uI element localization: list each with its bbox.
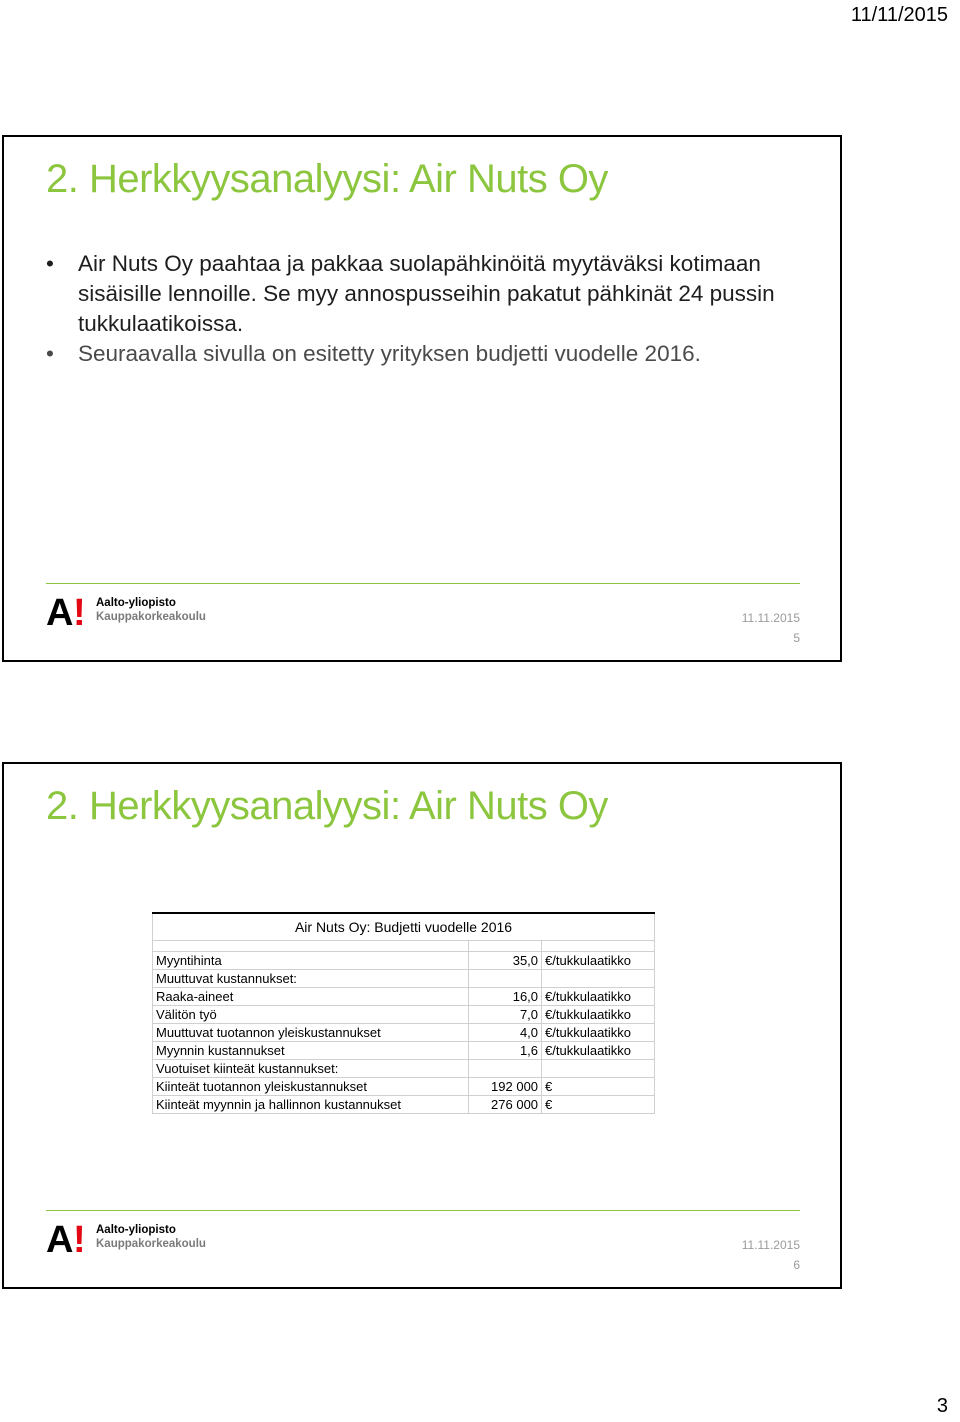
slide-date: 11.11.2015 bbox=[741, 1238, 800, 1252]
slide-date: 11.11.2015 bbox=[741, 611, 800, 625]
row-value: 192 000 bbox=[468, 1078, 541, 1096]
logo-exclamation-mark: ! bbox=[73, 1219, 86, 1261]
row-label: Kiinteät myynnin ja hallinnon kustannukset bbox=[153, 1096, 469, 1114]
row-label: Vuotuiset kiinteät kustannukset: bbox=[153, 1060, 469, 1078]
slide-number: 6 bbox=[793, 1258, 800, 1272]
slide-6 bbox=[2, 762, 842, 1289]
budget-table bbox=[152, 912, 655, 1114]
row-label: Kiinteät tuotannon yleiskustannukset bbox=[153, 1078, 469, 1096]
row-value: 4,0 bbox=[468, 1024, 541, 1042]
row-label: Myyntihinta bbox=[153, 952, 469, 970]
row-unit: € bbox=[542, 1078, 655, 1096]
row-unit bbox=[542, 1060, 655, 1078]
aalto-logo bbox=[46, 1219, 216, 1261]
row-unit: €/tukkulaatikko bbox=[542, 988, 655, 1006]
row-unit: €/tukkulaatikko bbox=[542, 952, 655, 970]
row-value: 16,0 bbox=[468, 988, 541, 1006]
row-unit: €/tukkulaatikko bbox=[542, 1042, 655, 1060]
row-unit bbox=[542, 970, 655, 988]
aalto-logo bbox=[46, 592, 216, 634]
logo-a-mark: A bbox=[46, 592, 74, 634]
row-unit: €/tukkulaatikko bbox=[542, 1006, 655, 1024]
bullet-item: • Seuraavalla sivulla on esitetty yrityksen budjetti vuodelle 2016. bbox=[46, 339, 786, 369]
logo-a-mark: A bbox=[46, 1219, 74, 1261]
table-row bbox=[153, 1060, 655, 1078]
footer-divider bbox=[46, 1210, 800, 1211]
bullet-item: • Air Nuts Oy paahtaa ja pakkaa suolapähkinöitä myytäväksi kotimaan sisäisille lennoille. Se myy annospusseihin pakatut pähkinät 24 pussin tukkulaatikoissa. bbox=[46, 249, 786, 339]
page-date: 11/11/2015 bbox=[850, 4, 948, 26]
table-row bbox=[153, 1024, 655, 1042]
row-value bbox=[468, 970, 541, 988]
slide-title: 2. Herkkyysanalyysi: Air Nuts Oy bbox=[46, 784, 608, 828]
row-value: 276 000 bbox=[468, 1096, 541, 1114]
row-unit: €/tukkulaatikko bbox=[542, 1024, 655, 1042]
slide-title: 2. Herkkyysanalyysi: Air Nuts Oy bbox=[46, 157, 608, 201]
logo-exclamation-mark: ! bbox=[73, 592, 86, 634]
row-value: 7,0 bbox=[468, 1006, 541, 1024]
row-value bbox=[468, 1060, 541, 1078]
table-row bbox=[153, 1096, 655, 1114]
table-row bbox=[153, 1042, 655, 1060]
table-row bbox=[153, 1078, 655, 1096]
table-row bbox=[153, 1006, 655, 1024]
page-number: 3 bbox=[936, 1395, 948, 1417]
logo-line1: Aalto-yliopisto bbox=[96, 1224, 176, 1236]
row-value: 1,6 bbox=[468, 1042, 541, 1060]
row-label: Välitön työ bbox=[153, 1006, 469, 1024]
bullet-list bbox=[46, 249, 786, 369]
slide-number: 5 bbox=[793, 631, 800, 645]
slide-5 bbox=[2, 135, 842, 662]
logo-line2: Kauppakorkeakoulu bbox=[96, 611, 206, 623]
logo-line1: Aalto-yliopisto bbox=[96, 597, 176, 609]
table-row bbox=[153, 988, 655, 1006]
row-unit: € bbox=[542, 1096, 655, 1114]
table-title: Air Nuts Oy: Budjetti vuodelle 2016 bbox=[153, 913, 655, 941]
row-label: Myynnin kustannukset bbox=[153, 1042, 469, 1060]
footer-divider bbox=[46, 583, 800, 584]
logo-line2: Kauppakorkeakoulu bbox=[96, 1238, 206, 1250]
row-label: Muuttuvat kustannukset: bbox=[153, 970, 469, 988]
row-label: Muuttuvat tuotannon yleiskustannukset bbox=[153, 1024, 469, 1042]
row-value: 35,0 bbox=[468, 952, 541, 970]
table-row bbox=[153, 952, 655, 970]
table-row bbox=[153, 970, 655, 988]
row-label: Raaka-aineet bbox=[153, 988, 469, 1006]
